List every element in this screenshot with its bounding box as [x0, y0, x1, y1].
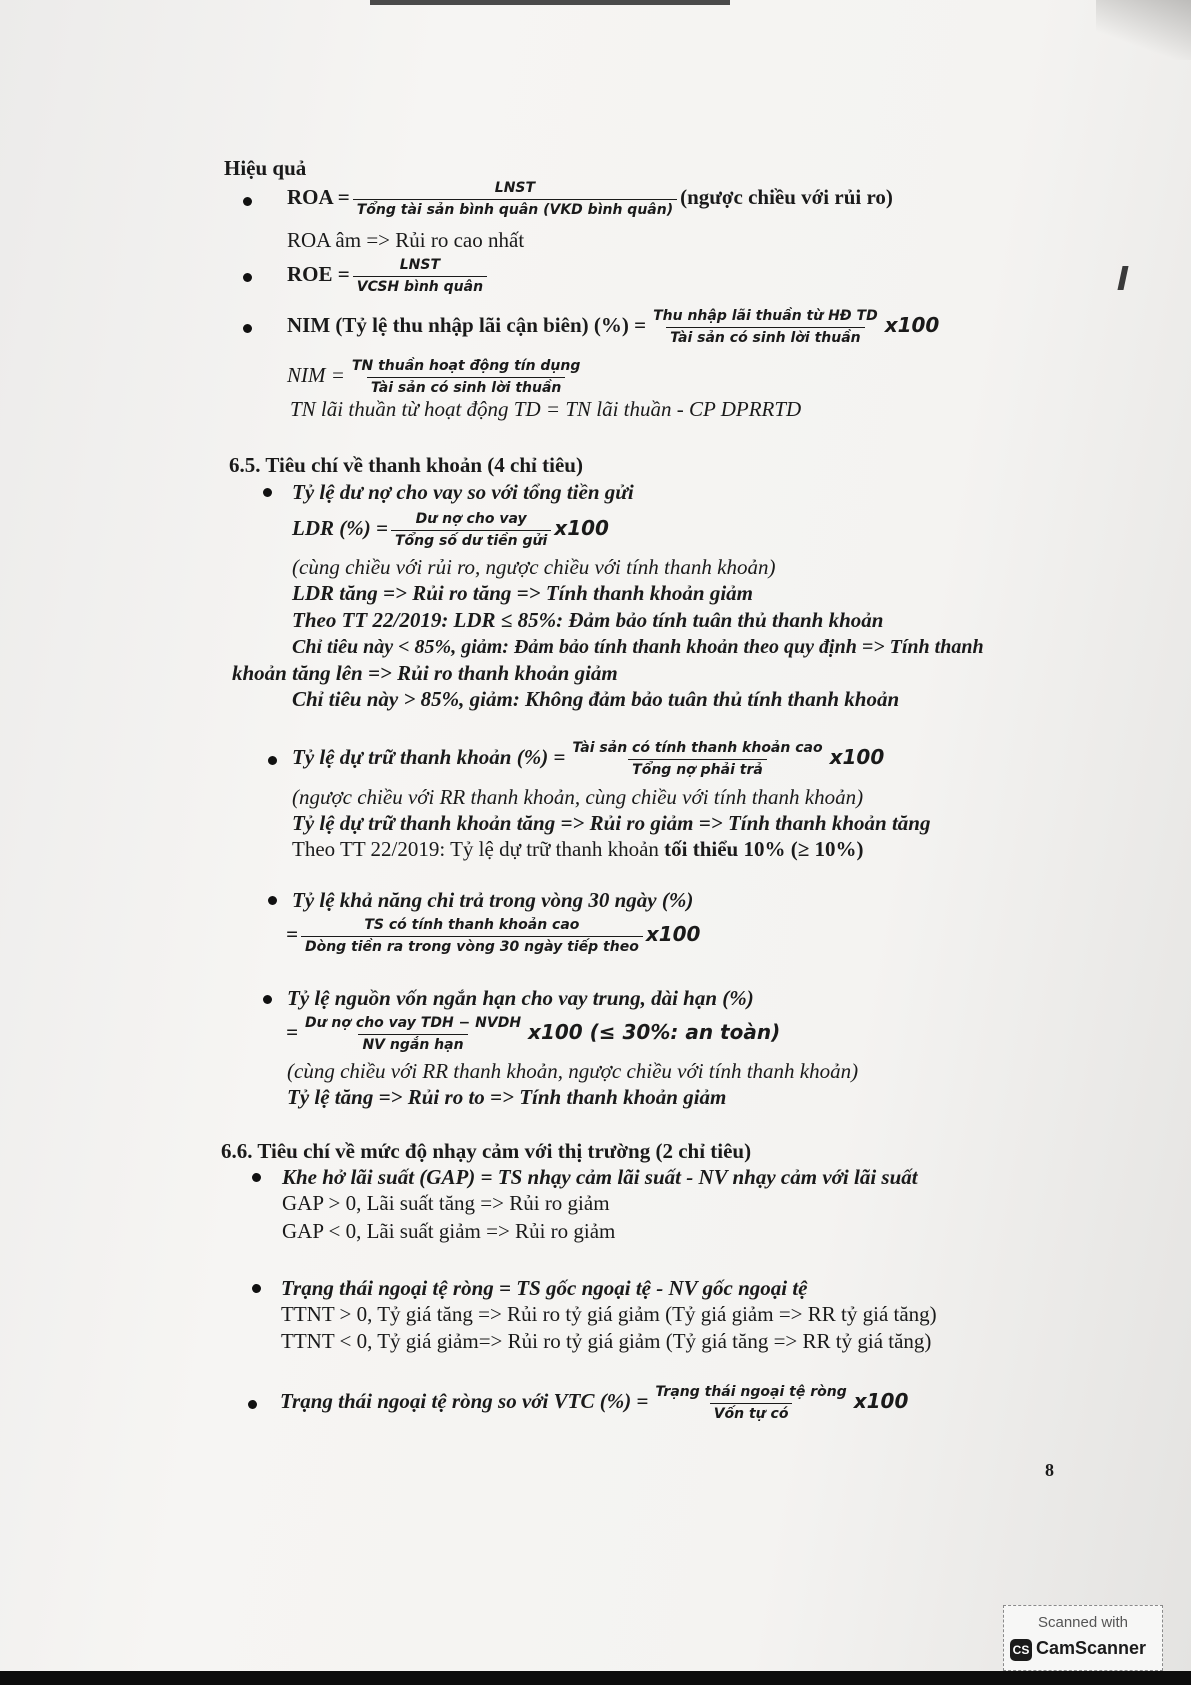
- bullet: [263, 488, 272, 497]
- ldr-line-5: Chỉ tiêu này > 85%, giảm: Không đảm bảo tuân thủ tính thanh khoản: [292, 687, 900, 711]
- bullet: [248, 1400, 257, 1409]
- section-heading-6-5: 6.5. Tiêu chí về thanh khoản (4 chỉ tiêu): [229, 453, 583, 477]
- bullet: [263, 995, 272, 1004]
- ldr-line-3: Theo TT 22/2019: LDR ≤ 85%: Đảm bảo tính tuân thủ thanh khoản: [292, 608, 884, 632]
- ldr-line-2: LDR tăng => Rủi ro tăng => Tính thanh khoản giảm: [292, 581, 754, 605]
- nim-formula: NIM (Tỷ lệ thu nhập lãi cận biên) (%) = $\frac{\text{Thu nhập lãi thuần từ HĐ TD}}{\text{Tài sản có sinh lời thuần}}$ x100: [287, 307, 940, 346]
- ldr-line-4b: khoản tăng lên => Rủi ro thanh khoản giảm: [232, 661, 618, 685]
- shortterm-line-2: Tỷ lệ tăng => Rủi ro to => Tính thanh khoản giảm: [287, 1085, 727, 1109]
- ldr-line-1: (cùng chiều với rủi ro, ngược chiều với tính thanh khoản): [292, 555, 776, 579]
- bullet: [252, 1284, 261, 1293]
- reserve-line-2: Tỷ lệ dự trữ thanh khoản tăng => Rủi ro giảm => Tính thanh khoản tăng: [292, 811, 931, 835]
- gap-line-2: GAP < 0, Lãi suất giảm => Rủi ro giảm: [282, 1219, 616, 1243]
- section-heading-6-6: 6.6. Tiêu chí về mức độ nhạy cảm với thị trường (2 chỉ tiêu): [221, 1139, 752, 1163]
- shortterm-fraction: $\frac{\text{Dư nợ cho vay TDH − NVDH}}{\text{NV ngắn hạn}}$: [304, 1014, 522, 1053]
- bullet: [243, 197, 252, 206]
- reserve-formula: Tỷ lệ dự trữ thanh khoản (%) = $\frac{\text{Tài sản có tính thanh khoản cao}}{\text{Tổng nợ phải trả}}$ x100: [292, 739, 885, 778]
- nim-fraction: $\frac{\text{Thu nhập lãi thuần từ HĐ TD}}{\text{Tài sản có sinh lời thuần}}$: [653, 307, 878, 346]
- reserve-line-3: Theo TT 22/2019: Tỷ lệ dự trữ thanh khoản tối thiểu 10% (≥ 10%): [292, 837, 864, 861]
- roe-fraction: $\frac{\text{LNST}}{\text{VCSH bình quân}}$: [353, 257, 487, 296]
- pay30-fraction: $\frac{\text{TS có tính thanh khoản cao}}{\text{Dòng tiền ra trong vòng 30 ngày tiếp theo}}$: [301, 917, 643, 956]
- bullet: [243, 324, 252, 333]
- watermark-caption: Scanned with: [1037, 1614, 1129, 1631]
- reserve-line-1: (ngược chiều với RR thanh khoản, cùng chiều với tính thanh khoản): [292, 785, 864, 809]
- fxvtc-formula: Trạng thái ngoại tệ ròng so với VTC (%) = $\frac{\text{Trạng thái ngoại tệ ròng}}{\text{Vốn tự có}}$ x100: [280, 1383, 909, 1422]
- camscanner-logo-icon: CS: [1010, 1639, 1032, 1661]
- section-heading-hieu-qua: Hiệu quả: [224, 156, 307, 180]
- ldr-formula: LDR (%) = $\frac{\text{Dư nợ cho vay}}{\text{Tổng số dư tiền gửi}}$ x100: [292, 510, 609, 549]
- reserve-fraction: $\frac{\text{Tài sản có tính thanh khoản cao}}{\text{Tổng nợ phải trả}}$: [572, 739, 823, 778]
- shortterm-formula: = $\frac{\text{Dư nợ cho vay TDH − NVDH}}{\text{NV ngắn hạn}}$ x100 (≤ 30%: an toàn): [286, 1014, 781, 1053]
- bullet: [268, 896, 277, 905]
- gap-title: Khe hở lãi suất (GAP) = TS nhạy cảm lãi suất - NV nhạy cảm với lãi suất: [282, 1165, 918, 1189]
- bullet: [268, 756, 277, 765]
- scan-shadow-corner: [1096, 0, 1191, 60]
- ldr-fraction: $\frac{\text{Dư nợ cho vay}}{\text{Tổng số dư tiền gửi}}$: [391, 511, 551, 550]
- gap-line-1: GAP > 0, Lãi suất tăng => Rủi ro giảm: [282, 1191, 610, 1215]
- nim2-formula: NIM = $\frac{\text{TN thuần hoạt động tín dụng}}{\text{Tài sản có sinh lời thuần}}$: [287, 356, 587, 397]
- watermark-brand: CamScanner: [1036, 1638, 1147, 1658]
- camscanner-watermark: [1003, 1605, 1163, 1671]
- ldr-title: Tỷ lệ dư nợ cho vay so với tổng tiền gửi: [292, 480, 634, 504]
- roe-formula: ROE = $\frac{\text{LNST}}{\text{VCSH bình quân}}$: [287, 255, 490, 296]
- roa-remark: ROA âm => Rủi ro cao nhất: [287, 228, 525, 252]
- roa-formula: ROA = $\frac{\text{LNST}}{\text{Tổng tài sản bình quân (VKD bình quân)}}$ (ngược chiều với rủi ro): [287, 179, 893, 218]
- scan-shadow-top: [370, 0, 730, 5]
- staple-mark: [1117, 266, 1128, 290]
- fx-title: Trạng thái ngoại tệ ròng = TS gốc ngoại tệ - NV gốc ngoại tệ: [281, 1276, 808, 1300]
- pay30-formula: = $\frac{\text{TS có tính thanh khoản cao}}{\text{Dòng tiền ra trong vòng 30 ngày tiếp theo}}$ x100: [286, 916, 701, 955]
- bullet: [252, 1173, 261, 1182]
- shortterm-line-1: (cùng chiều với RR thanh khoản, ngược chiều với tính thanh khoản): [287, 1059, 859, 1083]
- fxvtc-fraction: $\frac{\text{Trạng thái ngoại tệ ròng}}{\text{Vốn tự có}}$: [655, 1383, 847, 1422]
- nim2-fraction: $\frac{\text{TN thuần hoạt động tín dụng}}{\text{Tài sản có sinh lời thuần}}$: [351, 357, 581, 396]
- fx-line-2: TTNT < 0, Tỷ giá giảm=> Rủi ro tỷ giá giảm (Tỷ giá tăng => RR tỷ giá tăng): [281, 1329, 932, 1353]
- pay30-title: Tỷ lệ khả năng chi trả trong vòng 30 ngày (%): [292, 888, 694, 912]
- ldr-line-4a: Chỉ tiêu này < 85%, giảm: Đảm bảo tính thanh khoản theo quy định => Tính thanh: [292, 636, 984, 658]
- tn-line: TN lãi thuần từ hoạt động TD = TN lãi thuần - CP DPRRTD: [290, 397, 802, 421]
- roa-fraction: $\frac{\text{LNST}}{\text{Tổng tài sản bình quân (VKD bình quân)}}$: [353, 180, 677, 219]
- shortterm-title: Tỷ lệ nguồn vốn ngắn hạn cho vay trung, dài hạn (%): [287, 986, 754, 1010]
- page-number: 8: [1045, 1460, 1054, 1480]
- bullet: [243, 273, 252, 282]
- scan-bottom-edge: [0, 1671, 1191, 1685]
- fx-line-1: TTNT > 0, Tỷ giá tăng => Rủi ro tỷ giá giảm (Tỷ giá giảm => RR tỷ giá tăng): [281, 1302, 937, 1326]
